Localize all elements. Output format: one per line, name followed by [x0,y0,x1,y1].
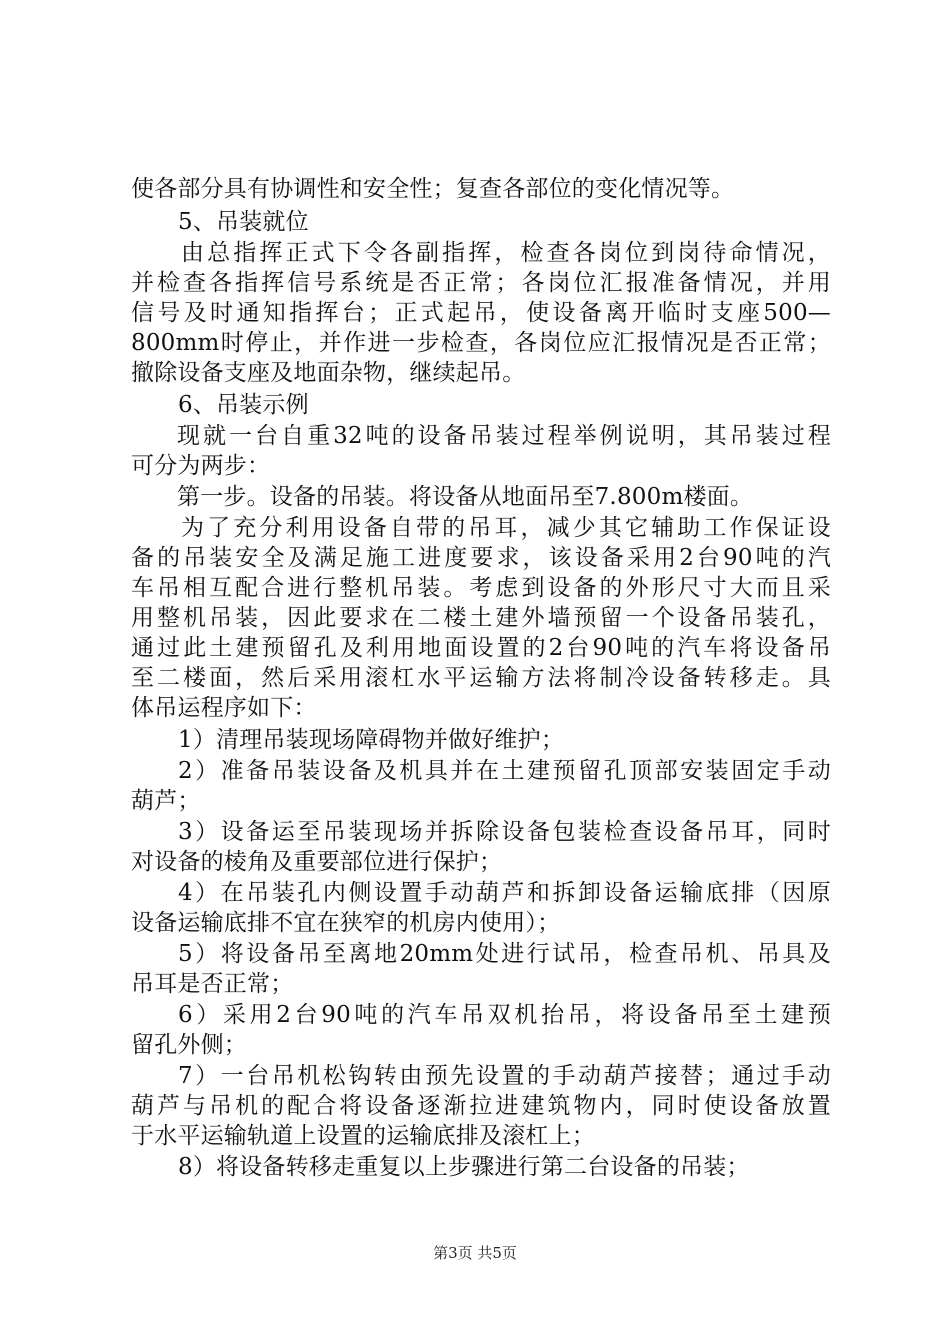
paragraph-line: 并检查各指挥信号系统是否正常；各岗位汇报准备情况，并用 [131,270,831,296]
paragraph-line: 至二楼面，然后采用滚杠水平运输方法将制冷设备转移走。具 [131,665,831,691]
list-item: 3）设备运至吊装现场并拆除设备包装检查设备吊耳，同时 [178,819,831,845]
section-heading: 5、吊装就位 [178,209,309,235]
list-item-continuation: 留孔外侧； [131,1032,247,1058]
list-item-continuation: 于水平运输轨道上设置的运输底排及滚杠上； [131,1123,595,1149]
list-item: 6）采用2台90吨的汽车吊双机抬吊，将设备吊至土建预 [178,1002,831,1028]
list-item-continuation: 葫芦与吊机的配合将设备逐渐拉进建筑物内，同时使设备放置 [131,1093,831,1119]
list-item: 2）准备吊装设备及机具并在土建预留孔顶部安装固定手动 [178,758,831,784]
list-item: 1）清理吊装现场障碍物并做好维护； [178,727,565,753]
list-item-continuation: 对设备的棱角及重要部位进行保护； [131,849,503,875]
paragraph-line: 800mm时停止，并作进一步检查，各岗位应汇报情况是否正常； [131,330,831,356]
paragraph-line: 备的吊装安全及满足施工进度要求，该设备采用2台90吨的汽 [131,545,831,571]
paragraph-line: 车吊相互配合进行整机吊装。考虑到设备的外形尺寸大而且采 [131,575,831,601]
paragraph-line: 撤除设备支座及地面杂物，继续起吊。 [131,360,526,386]
page-number-footer: 第3页 共5页 [433,1244,517,1262]
paragraph-line: 体吊运程序如下： [131,695,317,721]
list-item: 7）一台吊机松钩转由预先设置的手动葫芦接替；通过手动 [178,1063,831,1089]
section-heading: 6、吊装示例 [178,392,309,418]
list-item: 8）将设备转移走重复以上步骤进行第二台设备的吊装； [178,1154,750,1180]
paragraph-line: 用整机吊装，因此要求在二楼土建外墙预留一个设备吊装孔， [131,605,831,631]
paragraph-line: 第一步。设备的吊装。将设备从地面吊至7.800m楼面。 [177,484,754,510]
list-item: 5）将设备吊至离地20mm处进行试吊，检查吊机、吊具及 [178,941,831,967]
list-item-continuation: 葫芦； [131,788,201,814]
list-item: 4）在吊装孔内侧设置手动葫芦和拆卸设备运输底排（因原 [178,880,831,906]
paragraph-line: 通过此土建预留孔及利用地面设置的2台90吨的汽车将设备吊 [131,635,831,661]
paragraph-line: 可分为两步： [131,453,271,479]
paragraph-line: 由总指挥正式下令各副指挥，检查各岗位到岗待命情况， [181,240,831,266]
paragraph-line: 使各部分具有协调性和安全性；复查各部位的变化情况等。 [131,176,735,202]
paragraph-line: 现就一台自重32吨的设备吊装过程举例说明，其吊装过程 [177,423,831,449]
paragraph-line: 为了充分利用设备自带的吊耳，减少其它辅助工作保证设 [181,515,831,541]
list-item-continuation: 吊耳是否正常； [131,971,294,997]
list-item-continuation: 设备运输底排不宜在狭窄的机房内使用）； [131,910,561,936]
paragraph-line: 信号及时通知指挥台；正式起吊，使设备离开临时支座500— [131,300,831,326]
